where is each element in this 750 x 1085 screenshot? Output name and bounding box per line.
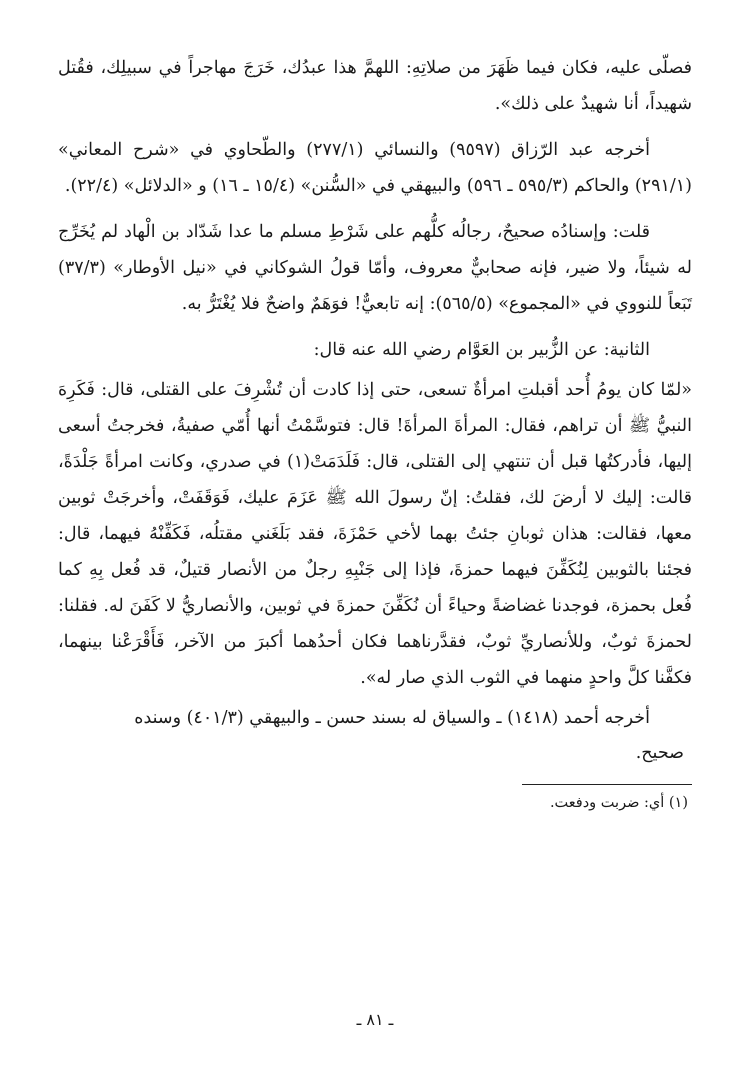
paragraph-second-hadith-intro: الثانية: عن الزُّبير بن العَوَّام رضي الله عنه قال: bbox=[313, 340, 650, 360]
footnote-divider bbox=[522, 784, 692, 785]
paragraph-source: أخرجه أحمد (١٤١٨) ـ والسياق له بسند حسن ـ والبيهقي (٤٠١/٣) وسنده bbox=[134, 708, 650, 728]
page-number: ـ ٨١ ـ bbox=[356, 1010, 394, 1029]
paragraph-hadith-text: «لمّا كان يومُ أُحد أقبلتِ امرأةٌ تسعى، حتى إذا كادت أن تُشْرِفَ على القتلى، قال: فَكَرِهَ النبيُّ ﷺ أن تراهم، فقال: المرأةَ المرأةَ! قال: فتوسَّمْتُ أنها أُمّي صفيةُ، فخرجتُ أسعى إليها، فأدركتُها قبل أن تنتهي إلى القتلى، قال: فَلَدَمَتْ(١) في صدري، وكانت امرأةً جَلْدَةً، قالت: إليك لا أرضَ لك، فقلتُ: إنّ رسولَ الله ﷺ عَزَمَ عليك، فَوَقَفَتْ، وأخرجَتْ ثوبين معها، فقالت: هذان ثوبانِ جئتُ بهما لأخي حَمْزَةَ، فقد بَلَغَني مقتلُه، فَكَفِّنْهُ فيهما، قال: فجئنا بالثوبين لِنُكَفِّنَ فيهما حمزةَ، فإذا إلى جَنْبِهِ رجلٌ من الأنصار قتيلٌ، قد فُعل بِهِ كما فُعل بحمزة، فوجدنا غضاضةً وحياءً أن نُكَفِّنَ حمزةَ في ثوبين، والأنصاريُّ لا كَفَنَ له. فقلنا: لحمزةَ ثوبٌ، وللأنصاريِّ ثوبٌ، فقدَّرناهما فكان أحدُهما أكبرَ من الآخر، فَأَقْرَعْنا بينهما، فكفَّنا كلَّ واحدٍ منهما في الثوب الذي صار له». bbox=[58, 380, 693, 688]
paragraph-narration-end: فصلّى عليه، فكان فيما ظَهَرَ من صلاتِهِ: اللهمَّ هذا عبدُك، خَرَجَ مهاجراً في سبيلِك، فقُتل شهيداً، أنا شهيدٌ على ذلك». bbox=[58, 58, 692, 114]
paragraph-final-word: صحيح. bbox=[635, 743, 684, 763]
paragraph-takhrij: أخرجه عبد الرّزاق (٩٥٩٧) والنسائي (٢٧٧/١) والطّحاوي في «شرح المعاني» (٢٩١/١) والحاكم (٥٩٥/٣ ـ ٥٩٦) والبيهقي في «السُّنن» (١٥/٤ ـ ١٦) و «الدلائل» (٢٢/٤). bbox=[58, 140, 692, 196]
footnote: (١) أي: ضربت ودفعت. bbox=[549, 795, 688, 811]
paragraph-author-comment: قلت: وإسنادُه صحيحٌ، رجالُه كلُّهم على شَرْطِ مسلم ما عدا شَدّاد بن الْهاد لم يُخَرِّج له شيئاً، ولا ضير، فإنه صحابيٌّ معروف، وأمّا قولُ الشوكاني في «نيل الأوطار» (٣٧/٣) تَبَعاً للنووي في «المجموع» (٥٦٥/٥): إنه تابعيٌّ! فوَهَمٌ واضحٌ فلا يُغْتَرُّ به. bbox=[58, 222, 692, 314]
